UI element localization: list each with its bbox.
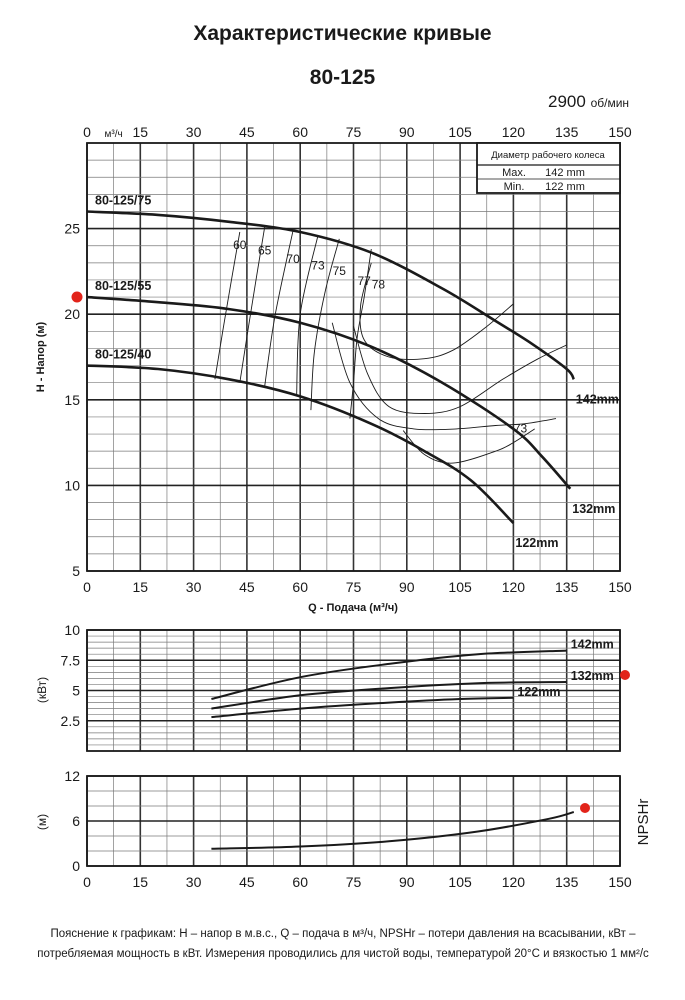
x-tick-label: 45 [239, 579, 255, 595]
efficiency-label: 75 [332, 263, 346, 278]
top-tick-label: 105 [448, 124, 472, 140]
x-tick-label: 60 [292, 874, 308, 890]
x-tick-label: 0 [83, 579, 91, 595]
impeller-box-header: Диаметр рабочего колеса [491, 150, 605, 161]
x-tick-label: 135 [555, 874, 579, 890]
y-tick-label: 6 [72, 813, 80, 829]
x-tick-label: 30 [185, 579, 202, 595]
y-tick-label: 5 [72, 682, 80, 699]
x-tick-label: 105 [448, 579, 472, 595]
red-marker [72, 292, 83, 303]
efficiency-curve [215, 232, 240, 379]
x-tick-label: 15 [132, 874, 149, 890]
x-tick-label: 150 [608, 579, 632, 595]
y-tick-label: 10 [64, 477, 80, 494]
impeller-diameter-label: 132mm [572, 501, 616, 516]
top-tick-label: 45 [239, 124, 255, 140]
impeller-diameter-label: 122mm [515, 536, 559, 551]
impeller-min-label: Min. [503, 181, 525, 193]
x-tick-label: 135 [555, 579, 579, 595]
x-tick-label: 15 [132, 579, 149, 595]
x-tick-label: 30 [185, 874, 202, 890]
x-tick-label: 105 [448, 874, 472, 890]
head-curve-label: 80-125/40 [95, 347, 152, 362]
y-tick-label: 20 [64, 306, 80, 323]
impeller-diameter-label: 142mm [575, 392, 619, 407]
top-tick-label: 150 [608, 124, 632, 140]
y-tick-label: 7.5 [60, 652, 80, 669]
impeller-min-value: 122 mm [545, 181, 585, 193]
efficiency-label: 65 [257, 243, 272, 258]
power-curve-label: 132mm [570, 669, 614, 684]
top-tick-label: 0 [83, 124, 91, 140]
npsh-side-label: NPSHr [635, 798, 652, 846]
power-curve-label: 122mm [517, 684, 561, 699]
x-tick-label: 75 [345, 579, 362, 595]
red-marker [620, 670, 630, 680]
efficiency-label: 73 [311, 258, 325, 273]
page-title: Характеристические кривые [193, 22, 492, 45]
impeller-max-value: 142 mm [545, 167, 585, 179]
power-curve-label: 142mm [570, 637, 614, 652]
red-marker [580, 803, 590, 813]
efficiency-label: 77 [357, 274, 371, 289]
head-curve [87, 297, 570, 489]
y-tick-label: 10 [64, 622, 80, 638]
npsh-axis-title: (м) [35, 813, 49, 831]
speed-value: 2900 [548, 92, 586, 111]
head-curve-label: 80-125/75 [95, 193, 152, 208]
power-axis-title: (кВт) [35, 676, 49, 704]
efficiency-label: 60 [233, 238, 247, 253]
x-tick-label: 75 [345, 874, 362, 890]
y-tick-label: 15 [64, 391, 80, 408]
x-tick-label: 90 [399, 874, 415, 890]
x-axis-title: Q - Подача (м³/ч) [308, 602, 398, 614]
model-title: 80-125 [309, 66, 376, 89]
head-curve [87, 212, 574, 380]
top-tick-label: 75 [345, 124, 362, 140]
top-tick-label: 60 [292, 124, 308, 140]
y-tick-label: 12 [64, 768, 80, 784]
top-tick-label: 90 [399, 124, 415, 140]
top-axis-unit: м³/ч [104, 129, 123, 140]
x-tick-label: 45 [239, 874, 255, 890]
explanation-note: Пояснение к графикам: H – напор в м.в.с., Q – подача в м³/ч, NPSHr – потери давления на всасывании, кВт – потребляемая мощность в кВт. Измерения проводились для чистой воды, температурой 20°C и вязкостью 1 мм²/с [37, 928, 649, 960]
efficiency-label: 73 [513, 421, 528, 436]
y-tick-label: 25 [64, 220, 80, 237]
x-tick-label: 150 [608, 874, 632, 890]
speed-unit: об/мин [590, 96, 630, 110]
x-tick-label: 120 [501, 874, 526, 890]
top-tick-label: 30 [185, 124, 202, 140]
npsh-curve [211, 812, 573, 849]
y-tick-label: 2.5 [60, 712, 80, 729]
y-axis-title: H - Напор (м) [35, 321, 47, 393]
top-tick-label: 15 [132, 124, 149, 140]
top-tick-label: 120 [501, 124, 526, 140]
x-tick-label: 90 [399, 579, 415, 595]
efficiency-label: 78 [371, 277, 386, 292]
head-curve-label: 80-125/55 [95, 279, 152, 294]
x-tick-label: 120 [501, 579, 526, 595]
efficiency-label: 70 [286, 251, 300, 266]
y-tick-label: 5 [72, 563, 80, 579]
impeller-max-label: Max. [502, 167, 526, 179]
x-tick-label: 0 [83, 874, 91, 890]
top-tick-label: 135 [555, 124, 579, 140]
y-tick-label: 0 [72, 858, 80, 874]
x-tick-label: 60 [292, 579, 308, 595]
